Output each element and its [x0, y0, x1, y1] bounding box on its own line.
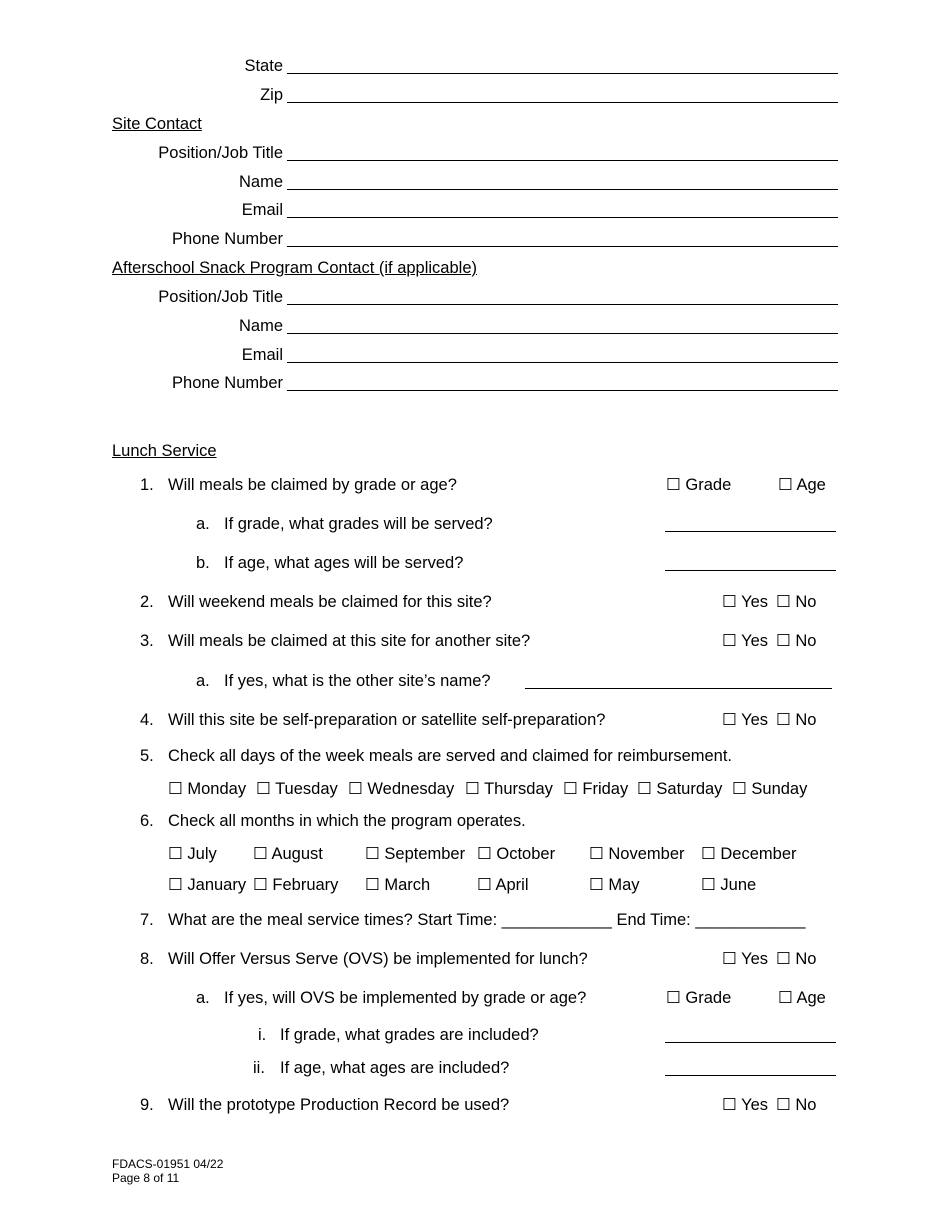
q8-text: Will Offer Versus Serve (OVS) be implemented for lunch?: [168, 950, 588, 968]
checkbox-icon[interactable]: ☐: [776, 1096, 791, 1114]
q1-text: Will meals be claimed by grade or age?: [168, 476, 457, 494]
q8ai-answer-field[interactable]: [665, 1042, 836, 1043]
q1a-answer-field[interactable]: [665, 531, 836, 532]
q8ai-text: If grade, what grades are included?: [280, 1026, 539, 1044]
day-option-monday[interactable]: ☐ Monday: [168, 780, 247, 798]
checkbox-icon[interactable]: ☐: [701, 876, 716, 894]
checkbox-icon[interactable]: ☐: [776, 593, 791, 611]
checkbox-icon[interactable]: ☐: [637, 780, 652, 798]
month-option-february[interactable]: ☐ February: [253, 876, 339, 894]
q8a-number: a.: [196, 989, 210, 1007]
snack-name-field[interactable]: [287, 333, 838, 334]
state-label: State: [244, 57, 283, 75]
q8aii-number: ii.: [253, 1059, 265, 1077]
checkbox-icon[interactable]: ☐: [465, 780, 480, 798]
month-option-may[interactable]: ☐ May: [589, 876, 640, 894]
day-option-sunday[interactable]: ☐ Sunday: [732, 780, 808, 798]
q8aii-text: If age, what ages are included?: [280, 1059, 510, 1077]
form-id: FDACS-01951 04/22: [112, 1157, 224, 1171]
checkbox-icon[interactable]: ☐: [477, 876, 492, 894]
q7-number: 7.: [140, 911, 154, 929]
q4-yes-option[interactable]: ☐ Yes: [722, 711, 769, 729]
checkbox-icon[interactable]: ☐: [253, 845, 268, 863]
checkbox-icon[interactable]: ☐: [778, 989, 793, 1007]
checkbox-icon[interactable]: ☐: [732, 780, 747, 798]
q3-text: Will meals be claimed at this site for another site?: [168, 632, 531, 650]
checkbox-icon[interactable]: ☐: [722, 711, 737, 729]
snack-phone-field[interactable]: [287, 390, 838, 391]
day-option-wednesday[interactable]: ☐ Wednesday: [348, 780, 455, 798]
q1-number: 1.: [140, 476, 154, 494]
q1b-text: If age, what ages will be served?: [224, 554, 464, 572]
q4-number: 4.: [140, 711, 154, 729]
checkbox-icon[interactable]: ☐: [778, 476, 793, 494]
checkbox-icon[interactable]: ☐: [168, 780, 183, 798]
q4-text: Will this site be self-preparation or satellite self-preparation?: [168, 711, 606, 729]
checkbox-icon[interactable]: ☐: [168, 845, 183, 863]
checkbox-icon[interactable]: ☐: [722, 593, 737, 611]
checkbox-icon[interactable]: ☐: [348, 780, 363, 798]
q2-yes-option[interactable]: ☐ Yes: [722, 593, 769, 611]
q9-yes-option[interactable]: ☐ Yes: [722, 1096, 769, 1114]
q3-number: 3.: [140, 632, 154, 650]
site-name-label: Name: [238, 173, 283, 191]
checkbox-icon[interactable]: ☐: [666, 989, 681, 1007]
q3a-text: If yes, what is the other site’s name?: [224, 672, 491, 690]
month-option-december[interactable]: ☐ December: [701, 845, 797, 863]
q8aii-answer-field[interactable]: [665, 1075, 836, 1076]
q5-text: Check all days of the week meals are served and claimed for reimbursement.: [168, 747, 733, 765]
month-option-august[interactable]: ☐ August: [253, 845, 323, 863]
q1a-number: a.: [196, 515, 210, 533]
q9-no-option[interactable]: ☐ No: [776, 1096, 817, 1114]
zip-label: Zip: [260, 86, 283, 104]
checkbox-icon[interactable]: ☐: [722, 1096, 737, 1114]
snack-position-label: Position/Job Title: [158, 288, 283, 306]
q8a-age-option[interactable]: ☐ Age: [778, 989, 826, 1007]
q2-no-option[interactable]: ☐ No: [776, 593, 817, 611]
page-number: Page 8 of 11: [112, 1171, 180, 1185]
q3-yes-option[interactable]: ☐ Yes: [722, 632, 769, 650]
snack-email-label: Email: [241, 346, 283, 364]
zip-field[interactable]: [287, 102, 838, 103]
q8a-text: If yes, will OVS be implemented by grade or age?: [224, 989, 587, 1007]
site-phone-label: Phone Number: [172, 230, 283, 248]
checkbox-icon[interactable]: ☐: [722, 950, 737, 968]
q8ai-number: i.: [258, 1026, 267, 1044]
q4-no-option[interactable]: ☐ No: [776, 711, 817, 729]
q1-grade-option[interactable]: ☐ Grade: [666, 476, 732, 494]
day-option-thursday[interactable]: ☐ Thursday: [465, 780, 553, 798]
q3a-answer-field[interactable]: [525, 688, 832, 689]
checkbox-icon[interactable]: ☐: [365, 845, 380, 863]
snack-email-field[interactable]: [287, 362, 838, 363]
month-option-march[interactable]: ☐ March: [365, 876, 431, 894]
checkbox-icon[interactable]: ☐: [776, 632, 791, 650]
q2-number: 2.: [140, 593, 154, 611]
q1b-answer-field[interactable]: [665, 570, 836, 571]
q8-no-option[interactable]: ☐ No: [776, 950, 817, 968]
q7-text: What are the meal service times? Start Time: ____________ End Time: ____________: [168, 911, 806, 929]
checkbox-icon[interactable]: ☐: [168, 876, 183, 894]
q3-no-option[interactable]: ☐ No: [776, 632, 817, 650]
site-phone-field[interactable]: [287, 246, 838, 247]
q1b-number: b.: [196, 554, 210, 572]
checkbox-icon[interactable]: ☐: [256, 780, 271, 798]
day-option-saturday[interactable]: ☐ Saturday: [637, 780, 723, 798]
q6-number: 6.: [140, 812, 154, 830]
q9-number: 9.: [140, 1096, 154, 1114]
month-option-october[interactable]: ☐ October: [477, 845, 556, 863]
checkbox-icon[interactable]: ☐: [722, 632, 737, 650]
q5-number: 5.: [140, 747, 154, 765]
checkbox-icon[interactable]: ☐: [701, 845, 716, 863]
day-option-friday[interactable]: ☐ Friday: [563, 780, 629, 798]
q1a-text: If grade, what grades will be served?: [224, 515, 493, 533]
site-email-field[interactable]: [287, 217, 838, 218]
q8-yes-option[interactable]: ☐ Yes: [722, 950, 769, 968]
month-option-november[interactable]: ☐ November: [589, 845, 685, 863]
q2-text: Will weekend meals be claimed for this site?: [168, 593, 492, 611]
lunch-service-heading: Lunch Service: [112, 442, 217, 460]
snack-contact-heading: Afterschool Snack Program Contact (if applicable): [112, 259, 477, 277]
checkbox-icon[interactable]: ☐: [563, 780, 578, 798]
month-option-june[interactable]: ☐ June: [701, 876, 757, 894]
checkbox-icon[interactable]: ☐: [253, 876, 268, 894]
state-field[interactable]: [287, 73, 838, 74]
checkbox-icon[interactable]: ☐: [666, 476, 681, 494]
month-option-july[interactable]: ☐ July: [168, 845, 217, 863]
month-option-september[interactable]: ☐ September: [365, 845, 466, 863]
checkbox-icon[interactable]: ☐: [477, 845, 492, 863]
q8a-grade-option[interactable]: ☐ Grade: [666, 989, 732, 1007]
month-option-january[interactable]: ☐ January: [168, 876, 247, 894]
site-name-field[interactable]: [287, 189, 838, 190]
site-position-label: Position/Job Title: [158, 144, 283, 162]
checkbox-icon[interactable]: ☐: [589, 845, 604, 863]
snack-phone-label: Phone Number: [172, 374, 283, 392]
checkbox-icon[interactable]: ☐: [776, 950, 791, 968]
day-option-tuesday[interactable]: ☐ Tuesday: [256, 780, 338, 798]
month-option-april[interactable]: ☐ April: [477, 876, 529, 894]
q9-text: Will the prototype Production Record be used?: [168, 1096, 510, 1114]
checkbox-icon[interactable]: ☐: [776, 711, 791, 729]
site-position-field[interactable]: [287, 160, 838, 161]
site-contact-heading: Site Contact: [112, 115, 202, 133]
q1-age-option[interactable]: ☐ Age: [778, 476, 826, 494]
snack-position-field[interactable]: [287, 304, 838, 305]
q8-number: 8.: [140, 950, 154, 968]
site-email-label: Email: [241, 201, 283, 219]
q3a-number: a.: [196, 672, 210, 690]
checkbox-icon[interactable]: ☐: [589, 876, 604, 894]
snack-name-label: Name: [238, 317, 283, 335]
q6-text: Check all months in which the program operates.: [168, 812, 526, 830]
checkbox-icon[interactable]: ☐: [365, 876, 380, 894]
